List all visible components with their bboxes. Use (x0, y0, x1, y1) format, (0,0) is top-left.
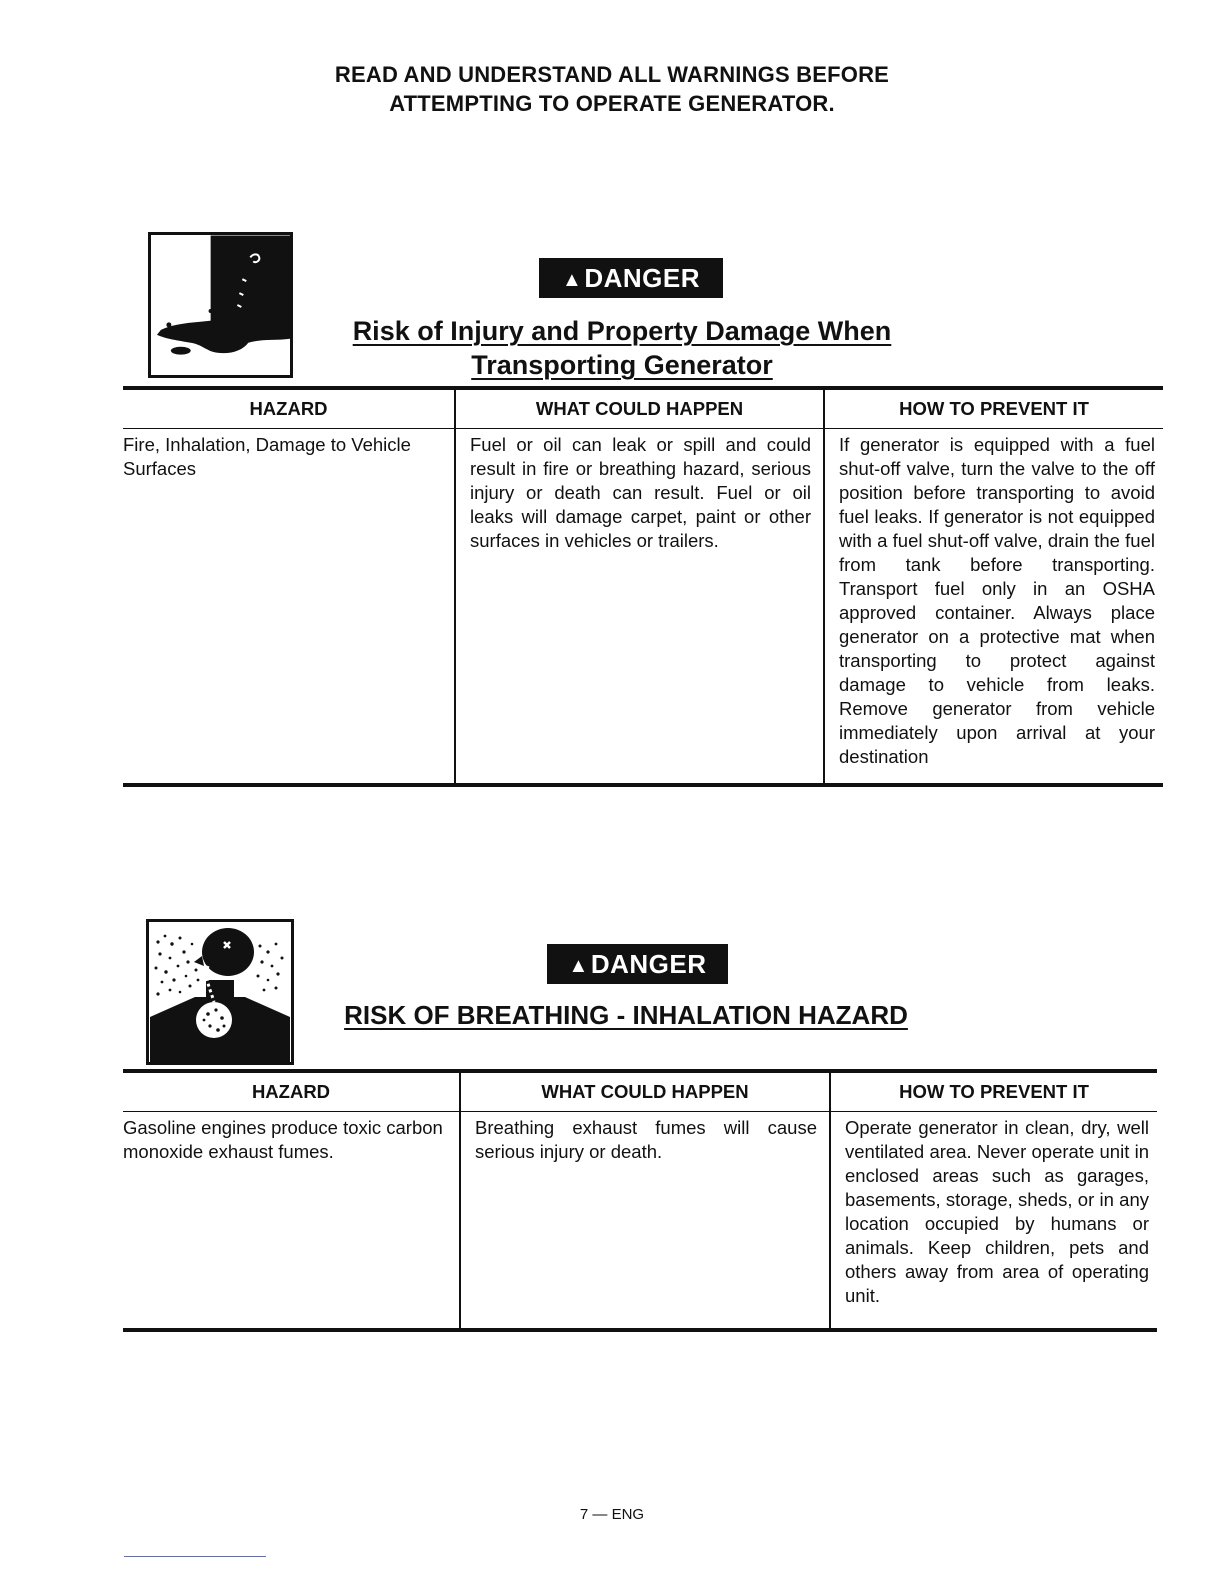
column-header-hazard: HAZARD (123, 388, 455, 429)
toxic-fumes-icon (146, 919, 294, 1065)
danger-badge-label: DANGER (590, 949, 707, 979)
table-header-row (123, 388, 1163, 429)
fuel-spill-icon (148, 232, 293, 378)
how-to-prevent-text: If generator is equipped with a fuel shut-off valve, turn the valve to the off position before transporting to avoid fuel leaks. If generator is not equipped with a fuel shut-off valve, drain the fuel from tank before transporting. Transport fuel only in an OSHA approved container. Always place generator on a protective mat when transporting to protect against damage to vehicle from leaks. Remove generator from vehicle immediately upon arrival at your destination (839, 434, 1155, 767)
hazard-cell (123, 1112, 460, 1331)
footer-rule (124, 1556, 266, 1557)
how-to-prevent-text: Operate generator in clean, dry, well ventilated area. Never operate unit in enclosed areas such as garages, basements, storage, sheds, or in any location occupied by humans or animals. Keep children, pets and others away from area of operating unit. (845, 1117, 1149, 1306)
how-to-prevent-cell (824, 429, 1163, 786)
what-could-happen-text: Breathing exhaust fumes will cause serious injury or death. (475, 1117, 817, 1162)
hazard-table (123, 1069, 1157, 1332)
table-row (123, 429, 1163, 786)
how-to-prevent-cell (830, 1112, 1157, 1331)
column-header-hazard: HAZARD (123, 1071, 460, 1112)
column-header-how-to-prevent: HOW TO PREVENT IT (830, 1071, 1157, 1112)
risk-title (300, 314, 944, 382)
danger-badge-label: DANGER (584, 263, 700, 293)
what-could-happen-text: Fuel or oil can leak or spill and could result in fire or breathing hazard, serious injury or death can result. Fuel or oil leaks will damage carpet, paint or other surfaces in vehicles or trailers. (470, 434, 811, 551)
table-header-row (123, 1071, 1157, 1112)
hazard-text: Gasoline engines produce toxic carbon monoxide exhaust fumes. (123, 1117, 443, 1162)
hazard-text: Fire, Inhalation, Damage to Vehicle Surfaces (123, 434, 411, 479)
risk-title-line-1: RISK OF BREATHING - INHALATION HAZARD (344, 1000, 908, 1030)
page-title (0, 60, 1224, 118)
column-header-what-could-happen: WHAT COULD HAPPEN (460, 1071, 830, 1112)
table-row (123, 1112, 1157, 1331)
column-header-how-to-prevent: HOW TO PREVENT IT (824, 388, 1163, 429)
page-title-line-1: READ AND UNDERSTAND ALL WARNINGS BEFORE (334, 62, 890, 87)
risk-title-line-2: Transporting Generator (471, 350, 773, 380)
what-could-happen-cell (460, 1112, 830, 1331)
warning-triangle-icon: ▲ (562, 269, 583, 291)
what-could-happen-cell (455, 429, 824, 786)
page-title-line-2: ATTEMPTING TO OPERATE GENERATOR. (389, 91, 835, 116)
risk-title-line-1: Risk of Injury and Property Damage When (352, 316, 892, 346)
danger-badge (539, 258, 723, 298)
warning-triangle-icon: ▲ (568, 955, 589, 977)
hazard-table (123, 386, 1163, 787)
risk-title (300, 998, 952, 1032)
hazard-cell (123, 429, 455, 786)
danger-badge (547, 944, 728, 984)
column-header-what-could-happen: WHAT COULD HAPPEN (455, 388, 824, 429)
page-number: 7 — ENG (579, 1506, 645, 1523)
